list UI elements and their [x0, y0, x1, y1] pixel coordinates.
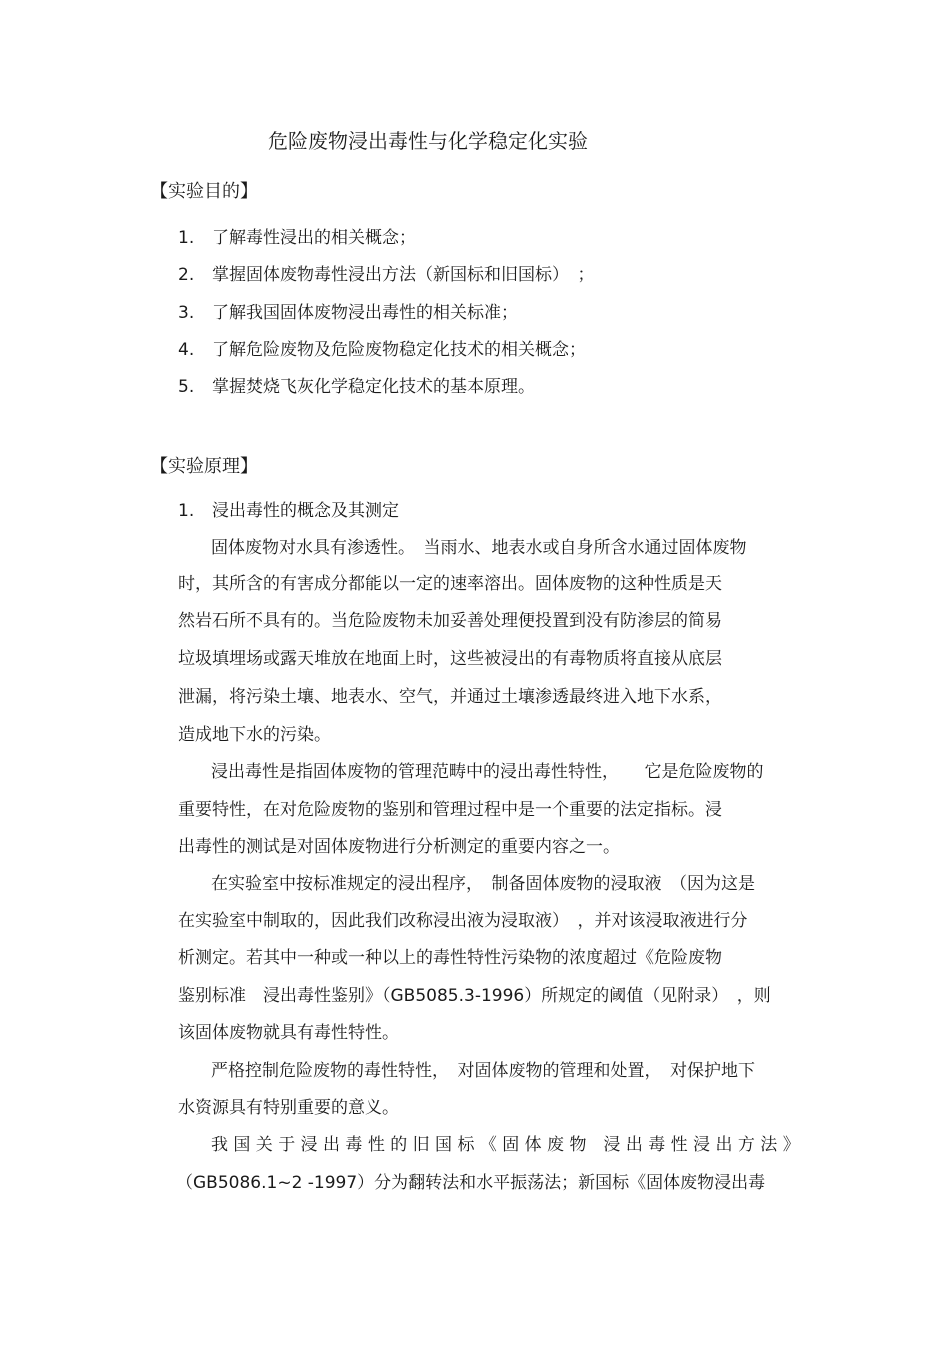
paragraph-line: 垃圾填埋场或露天堆放在地面上时，这些被浸出的有毒物质将直接从底层 [178, 649, 722, 669]
paragraph-line: 该固体废物就具有毒性特性。 [178, 1023, 399, 1043]
list-number: 2. [178, 265, 195, 285]
list-text: 了解危险废物及危险废物稳定化技术的相关概念； [212, 340, 586, 360]
paragraph-line: 重要特性，在对危险废物的鉴别和管理过程中是一个重要的法定指标。浸 [178, 800, 722, 820]
paragraph-line: 在实验室中制取的，因此我们改称浸出液为浸取液） ，并对该浸取液进行分 [178, 911, 748, 931]
document-title: 危险废物浸出毒性与化学稳定化实验 [268, 129, 588, 153]
list-text: 掌握焚烧飞灰化学稳定化技术的基本原理。 [212, 377, 535, 397]
paragraph-line: 我 国 关 于 浸 出 毒 性 的 旧 国 标 《 固 体 废 物 浸 出 毒 性 浸 出 方 法 》 [211, 1135, 800, 1155]
list-item [178, 227, 416, 249]
list-number: 1. [178, 228, 195, 248]
paragraph-line: 水资源具有特别重要的意义。 [178, 1098, 399, 1118]
paragraph-line: 严格控制危险废物的毒性特性， 对固体废物的管理和处置， 对保护地下 [211, 1061, 755, 1081]
list-item [178, 376, 535, 398]
paragraph-line: 析测定。若其中一种或一种以上的毒性特性污染物的浓度超过《危险废物 [178, 948, 722, 968]
paragraph-line: 时，其所含的有害成分都能以一定的速率溶出。固体废物的这种性质是天 [178, 574, 722, 594]
paragraph-line: 然岩石所不具有的。当危险废物未加妥善处理便投置到没有防渗层的简易 [178, 611, 722, 631]
paragraph-line: 泄漏，将污染土壤、地表水、空气，并通过土壤渗透最终进入地下水系， [178, 687, 722, 707]
list-text: 掌握固体废物毒性浸出方法（新国标和旧国标） ； [212, 265, 595, 285]
section-heading-principle: 【实验原理】 [150, 456, 258, 477]
subheading-text: 浸出毒性的概念及其测定 [212, 501, 399, 521]
list-text: 了解我国固体废物浸出毒性的相关标准； [212, 303, 518, 323]
paragraph-line: 浸出毒性是指固体废物的管理范畴中的浸出毒性特性， 它是危险废物的 [211, 762, 764, 782]
list-item [178, 339, 586, 361]
list-number: 5. [178, 377, 195, 397]
paragraph-line: 固体废物对水具有渗透性。 当雨水、地表水或自身所含水通过固体废物 [211, 538, 747, 558]
list-text: 了解毒性浸出的相关概念； [212, 228, 416, 248]
section-heading-purpose: 【实验目的】 [150, 181, 258, 202]
list-item [178, 264, 595, 286]
subheading-number: 1. [178, 501, 195, 521]
paragraph-line: （GB5086.1~2 -1997）分为翻转法和水平振荡法；新国标《固体废物浸出毒 [176, 1173, 766, 1193]
paragraph-line: 出毒性的测试是对固体废物进行分析测定的重要内容之一。 [178, 837, 620, 857]
list-number: 3. [178, 303, 195, 323]
paragraph-line: 造成地下水的污染。 [178, 725, 331, 745]
list-number: 4. [178, 340, 195, 360]
list-item [178, 302, 518, 324]
subheading [178, 500, 399, 522]
paragraph-line: 在实验室中按标准规定的浸出程序， 制备固体废物的浸取液 （因为这是 [211, 874, 755, 894]
paragraph-line: 鉴别标准 浸出毒性鉴别》（GB5085.3-1996）所规定的阈值（见附录） ，则 [178, 986, 771, 1006]
